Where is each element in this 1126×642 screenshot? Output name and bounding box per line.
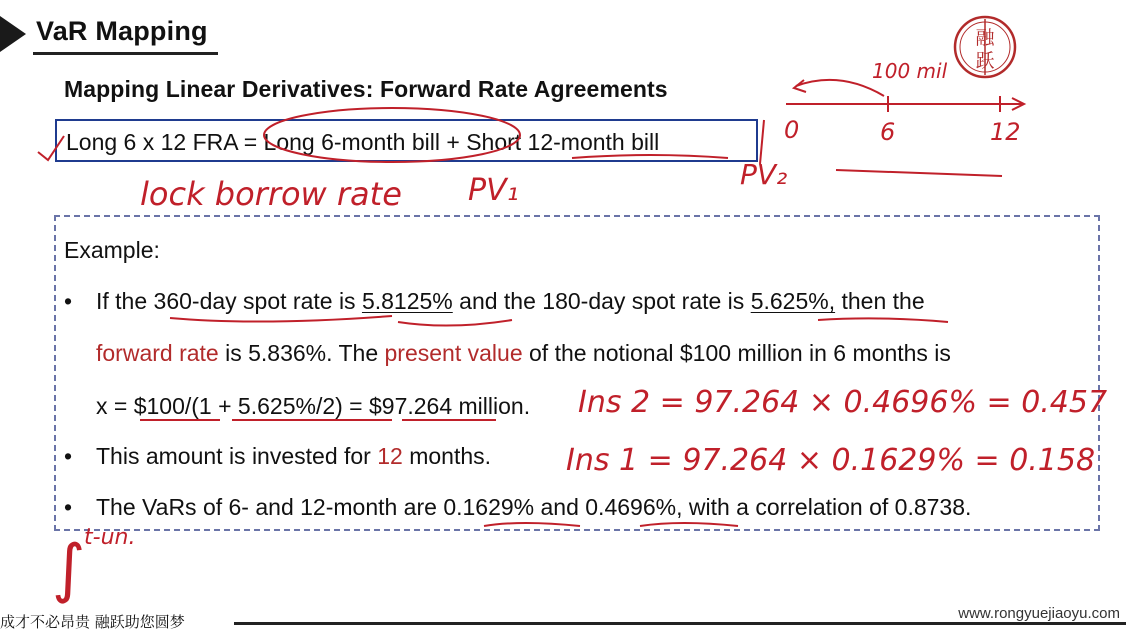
ink-calc-ins1: Ins 1 = 97.264 × 0.1629% = 0.158	[566, 443, 1096, 478]
term-months: 12	[377, 443, 403, 469]
text-span: is 5.836%. The	[218, 340, 385, 366]
text-span: and the 180-day spot rate is	[452, 288, 751, 314]
bullet-3-line: The VaRs of 6- and 12-month are 0.1629% and 0.4696%, with a correlation of 0.8738.	[96, 494, 972, 520]
text-span: 360-day spot rate is	[153, 288, 362, 314]
text-span: If the	[96, 288, 154, 314]
ink-t6: 6	[880, 118, 896, 146]
page-title: VaR Mapping	[36, 16, 208, 46]
bullet-marker: •	[64, 443, 73, 469]
ink-arrow-head-icon	[1012, 98, 1024, 110]
footer-divider	[234, 622, 1126, 625]
bullet-marker: •	[64, 494, 73, 520]
fra-equation-box	[55, 119, 758, 162]
ink-pv1: PV₁	[468, 173, 519, 208]
ink-stroke	[760, 120, 764, 164]
logo-glyph-top: 融	[975, 27, 995, 49]
rate-value: 5.625%,	[750, 288, 836, 314]
ink-curved-arrow	[796, 80, 884, 96]
bullet-1-line-1	[96, 288, 925, 315]
bullet-marker: •	[64, 288, 73, 314]
ink-t-un: t-un.	[84, 525, 136, 550]
bullet-1-line-2	[96, 340, 951, 367]
ink-integral: ∫	[52, 532, 86, 606]
ink-t0: 0	[784, 116, 800, 144]
example-box	[54, 215, 1100, 531]
logo-glyph-bottom: 跃	[975, 50, 995, 72]
text-span: then the	[835, 288, 925, 314]
footer-slogan: 成才不必昂贵 融跃助您圆梦	[0, 613, 185, 631]
title-underline	[33, 52, 218, 55]
ink-t12: 12	[990, 118, 1021, 146]
section-heading: Mapping Linear Derivatives: Forward Rate Agreements	[64, 76, 668, 102]
header-marker-icon	[0, 16, 26, 52]
brand-logo	[952, 14, 1018, 80]
ink-pv2: PV₂	[740, 158, 788, 191]
text-span: This amount is invested for	[96, 443, 378, 469]
footer-url: www.rongyuejiaoyu.com	[958, 605, 1120, 622]
ink-curved-arrow-head-icon	[794, 80, 806, 92]
fra-equation-text: Long 6 x 12 FRA = Long 6-month bill + Short 12-month bill	[66, 129, 660, 155]
text-span: months.	[402, 443, 492, 469]
example-label: Example:	[64, 237, 160, 263]
term-forward-rate: forward rate	[96, 340, 219, 366]
ink-100mil: 100 mil	[872, 59, 948, 83]
ink-lock-borrow-rate: lock borrow rate	[140, 175, 402, 213]
text-span: of the notional $100 million in 6 months is	[522, 340, 951, 366]
ink-calc-ins2: Ins 2 = 97.264 × 0.4696% = 0.457	[578, 385, 1108, 420]
bullet-1-line-3: x = $100/(1 + 5.625%/2) = $97.264 million.	[96, 393, 531, 419]
term-present-value: present value	[384, 340, 523, 366]
ink-line	[836, 170, 1002, 176]
bullet-2-line	[96, 443, 491, 470]
rate-value: 5.8125%	[361, 288, 453, 314]
